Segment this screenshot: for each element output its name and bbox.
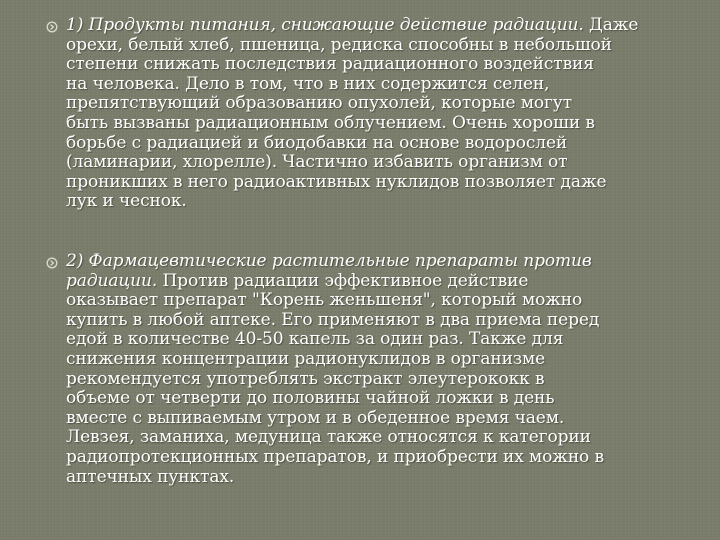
text-fragment: Даже [583, 15, 639, 35]
text-line: вместе с выпиваемым утром и в обеденное время чаем. [66, 407, 565, 428]
text-line: быть вызваны радиационным облучением. Очень хороши в [66, 112, 595, 133]
text-line: на человека. Дело в том, что в них содержится селен, [66, 73, 550, 94]
text-line: рекомендуется употреблять экстракт элеутерококк в [66, 368, 545, 389]
bullet-heading: 1) Продукты питания, снижающие действие радиации. [66, 15, 584, 35]
text-line: снижения концентрации радионуклидов в организме [66, 348, 546, 369]
text-line: Левзея, заманиха, медуница также относятся к категории [66, 427, 591, 448]
text-line: препятствующий образованию опухолей, которые могут [66, 93, 573, 114]
text-line: аптечных пунктах. [66, 466, 235, 487]
text-line [66, 16, 682, 36]
bullet-heading: 2) Фармацевтические растительные препараты против [66, 251, 592, 271]
text-line: радиопротекционных препаратов, и приобрести их можно в [66, 446, 604, 467]
bullet-heading-cont: радиации. [66, 270, 158, 291]
text-line: объеме от четверти до половины чайной ложки в день [66, 388, 555, 409]
text-line [66, 272, 682, 292]
text-line: проникших в него радиоактивных нуклидов позволяет даже [66, 171, 607, 192]
bullet-item-food [66, 16, 682, 212]
text-line: оказывает препарат "Корень женьшеня", который можно [66, 290, 583, 311]
text-line: лук и чеснок. [66, 191, 187, 212]
text-line: орехи, белый хлеб, пшеница, редиска способны в небольшой [66, 34, 612, 55]
text-line: (ламинарии, хлорелле). Частично избавить организм от [66, 152, 568, 173]
circle-arrow-bullet-icon [46, 21, 58, 33]
text-line: борьбе с радиацией и биодобавки на основе водорослей [66, 132, 568, 153]
text-line: степени снижать последствия радиационного воздействия [66, 54, 594, 75]
text-line: купить в любой аптеке. Его применяют в два приема перед [66, 309, 600, 330]
text-line: едой в количестве 40-50 капель за один раз. Также для [66, 329, 564, 350]
bullet-item-pharma [66, 252, 682, 487]
circle-arrow-bullet-icon [46, 257, 58, 269]
text-fragment: Против радиации эффективное действие [157, 270, 529, 291]
